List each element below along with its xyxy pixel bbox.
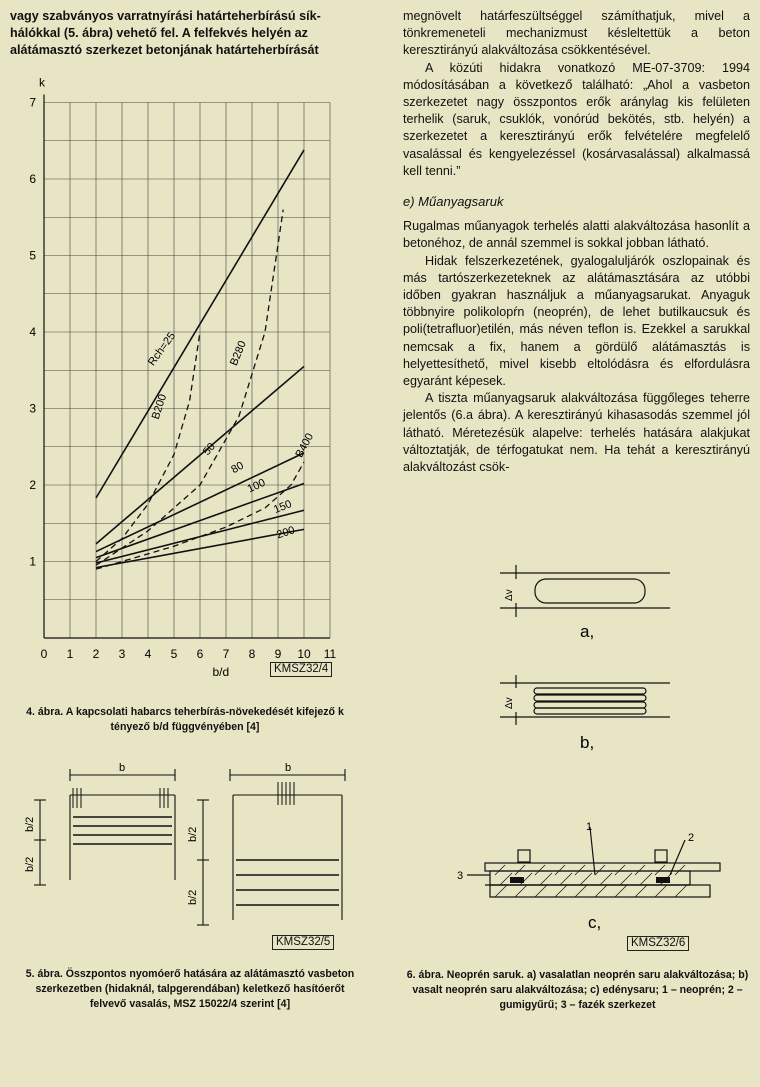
series-line bbox=[96, 210, 283, 566]
text-line: alátámasztó szerkezet betonjának határteherbírását bbox=[10, 43, 319, 58]
paragraph: A tiszta műanyagsaruk alakváltozása függőleges teherre jelentős (6.a ábra). A keresztirányú kihasasodás szemmel jól látható. Méretezésük alapelve: terhelés hatására alakjukat változtatják, de térfogatukat nem. Ha tehát a keresztirányú alakváltozást csök- bbox=[403, 391, 750, 475]
fig6-dim-a: Δv bbox=[504, 589, 515, 601]
fig5-dim-half: b/2 bbox=[24, 816, 36, 832]
paragraph: Hidak felszerkezetének, gyalogaluljárók oszlopainak és más tartószerkezeteknek az alátámasztására az utóbbi időben gyakran használjuk a műanyagsarukat. Anyaguk többnyire polikolopŕn (neoprén), de lehet butilkaucsuk és poli(tetrafluor)etilén, más néven teflon is. Ezekkel a sarukkal nemcsak a fix, hanem a gördülő alátámasztás is helyettesíthető, mivel kisebb eltolódásra és elfordulásra egyaránt képesek. bbox=[403, 253, 750, 389]
series-label: 80 bbox=[229, 459, 246, 477]
x-tick-label: 0 bbox=[40, 647, 48, 661]
y-tick-label: 5 bbox=[29, 248, 36, 263]
x-tick-label: 9 bbox=[274, 647, 282, 661]
paragraph: A közúti hidakra vonatkozó ME-07-3709: 1994 módosításában a következő található: „Ahol a vasbeton szerkezetet nagy összpontos erők aránylag kis felületen terhelik (saruk, csuklók, vonórúd bekötés, stb. helyén) a szerkezetet a keresztirányú erők felvételére megfelelő vasalással és kengyelezéssel (kosárvasalással) alkalmassá kell tenni.” bbox=[403, 60, 750, 178]
paragraph: Rugalmas műanyagok terhelés alatti alakváltozása hasonlít a betonéhoz, de annál szemmel is sokkal jobban látható. bbox=[403, 219, 750, 251]
y-tick-label: 2 bbox=[29, 478, 36, 492]
section-heading: e) Műanyagsaruk bbox=[403, 194, 504, 210]
fig6-tag: KMSZ32/6 bbox=[627, 936, 689, 951]
fig5-dim-b-right: b bbox=[285, 762, 292, 774]
right-column-text bbox=[403, 8, 750, 476]
x-tick-label: 2 bbox=[92, 647, 100, 661]
text-line: vagy szabványos varratnyírási határteherbírású sík- bbox=[10, 9, 321, 23]
fig4-tag: KMSZ32/4 bbox=[270, 662, 332, 677]
series-label: B200 bbox=[149, 392, 170, 421]
fig6-callout-2: 2 bbox=[688, 832, 695, 844]
fig6-label-a: a, bbox=[580, 622, 595, 641]
fig5-caption: 5. ábra. Összpontos nyomóerő hatására az alátámasztó vasbeton szerkezetben (hidaknál, talpgerendában) keletkező hasítóerőt felvevő vasalás, MSZ 15022/4 szerint [4] bbox=[25, 968, 355, 1010]
x-tick-label: 7 bbox=[222, 647, 230, 661]
x-tick-label: 3 bbox=[118, 647, 126, 661]
fig6-caption: 6. ábra. Neoprén saruk. a) vasalatlan neoprén saru alakváltozása; b) vasalt neoprén saru alakváltozása; c) edénysaru; 1 – neoprén; 2 – gumigyűrű; 3 – fazék szerkezet bbox=[406, 969, 749, 1011]
series-label: 150 bbox=[272, 498, 294, 517]
paragraph: megnövelt határfeszültséggel számíthatjuk, mivel a tönkremeneteli mechanizmust késleltettük a beton keresztirányú alakváltozása csökkentésével. bbox=[403, 9, 750, 58]
fig6-diagram bbox=[440, 545, 750, 965]
fig6-callout-3: 3 bbox=[457, 870, 464, 882]
y-tick-label: 4 bbox=[29, 325, 36, 339]
fig5-dim-half: b/2 bbox=[187, 889, 199, 905]
series-label: 50 bbox=[200, 440, 218, 458]
series-label: B400 bbox=[293, 431, 317, 460]
y-tick-label: 1 bbox=[29, 554, 36, 569]
y-axis-label: k bbox=[39, 75, 45, 90]
fig5-dim-b-left: b bbox=[119, 762, 126, 774]
x-tick-label: 1 bbox=[66, 647, 74, 661]
left-intro-text bbox=[10, 8, 358, 60]
fig4-caption: 4. ábra. A kapcsolati habarcs teherbírás-növekedését kifejező k tényező b/d függvényében [4] bbox=[26, 706, 344, 733]
fig5-dim-half: b/2 bbox=[187, 826, 199, 842]
x-tick-label: 6 bbox=[196, 647, 204, 661]
fig6-callout-1: 1 bbox=[586, 821, 593, 833]
y-tick-label: 3 bbox=[29, 401, 36, 416]
series-label: 100 bbox=[245, 476, 268, 496]
series-label: B280 bbox=[228, 339, 249, 368]
x-tick-label: 5 bbox=[170, 647, 178, 661]
fig6-label-c: c, bbox=[588, 913, 602, 932]
series-label: Rch=25 bbox=[145, 330, 179, 369]
fig5-dim-half: b/2 bbox=[24, 856, 36, 872]
fig6-dim-b: Δv bbox=[504, 697, 515, 709]
text-line: hálókkal (5. ábra) vehető fel. A felfekvés helyén az bbox=[10, 26, 308, 41]
x-tick-label: 10 bbox=[297, 647, 311, 661]
y-tick-label: 6 bbox=[29, 172, 36, 186]
fig5-tag: KMSZ32/5 bbox=[272, 935, 334, 950]
y-tick-label: 7 bbox=[29, 95, 36, 110]
fig5-diagram bbox=[15, 760, 365, 960]
series-label: 200 bbox=[275, 524, 297, 542]
x-tick-label: 8 bbox=[248, 647, 256, 661]
x-tick-label: 11 bbox=[323, 647, 337, 661]
x-tick-label: 4 bbox=[144, 647, 152, 661]
fig6-label-b: b, bbox=[580, 733, 595, 752]
fig4-chart bbox=[0, 70, 380, 690]
x-axis-label: b/d bbox=[212, 665, 230, 679]
